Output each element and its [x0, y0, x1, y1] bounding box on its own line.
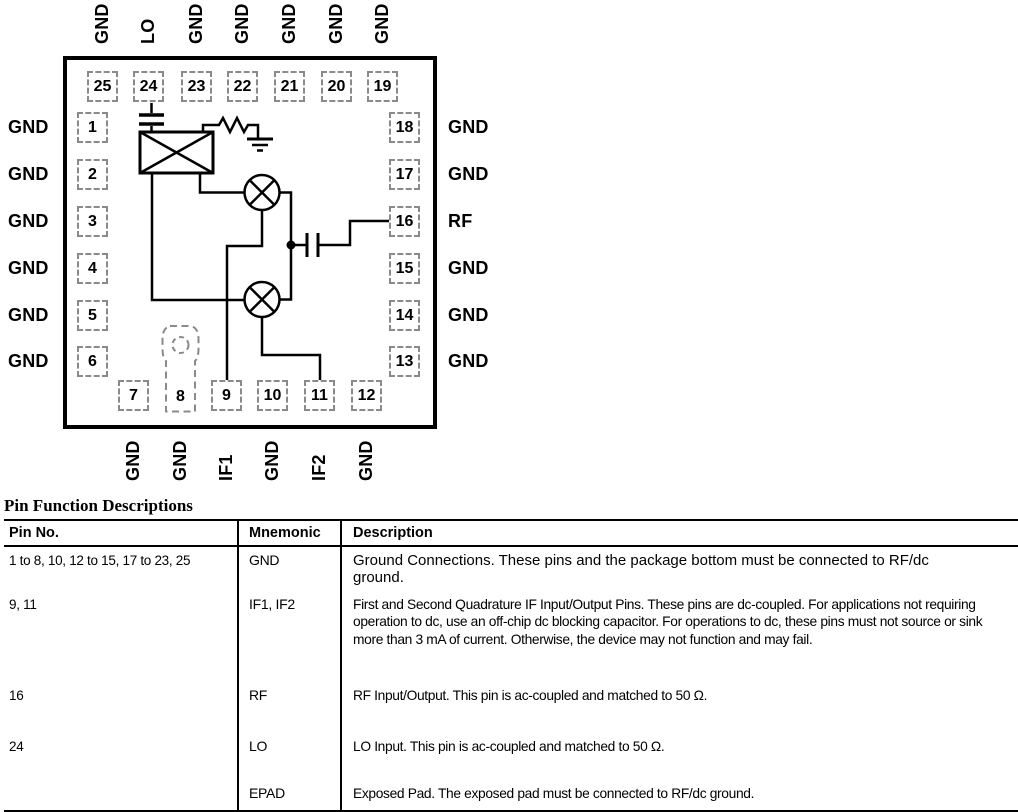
description-text: Ground Connections. These pins and the package bottom must be connected to RF/dc ground. — [353, 552, 929, 587]
pin-label-left-5: GND — [8, 305, 49, 325]
pin-label-right-14: GND — [448, 305, 489, 325]
description-text: Exposed Pad. The exposed pad must be connected to RF/dc ground. — [353, 786, 755, 801]
pin-label-top-24: LO — [138, 18, 158, 44]
cell-pin-no — [4, 780, 238, 811]
pin-box-15: 15 — [389, 253, 420, 284]
lo-blocking-capacitor-icon — [139, 103, 164, 132]
rf-coupling-capacitor-icon — [291, 221, 389, 257]
col-header-pin-no: Pin No. — [4, 520, 238, 546]
pin-box-14: 14 — [389, 300, 420, 331]
pin-label-top-20: GND — [326, 3, 346, 44]
mixer1-icon — [245, 175, 280, 210]
table-row — [4, 546, 1018, 592]
pin-box-6: 6 — [77, 346, 108, 377]
pin-box-7: 7 — [118, 380, 149, 411]
pin-label-right-17: GND — [448, 164, 489, 184]
pin-label-left-3: GND — [8, 211, 49, 231]
pin-label-bottom-11: IF2 — [309, 454, 329, 481]
pin-label-left-1: GND — [8, 117, 49, 137]
pin-label-bottom-12: GND — [356, 440, 376, 481]
cell-pin-no: 24 — [9, 739, 24, 754]
pin-box-1: 1 — [77, 112, 108, 143]
cell-mnemonic: GND — [238, 546, 341, 592]
table-header-row — [4, 520, 1018, 546]
pin-box-10: 10 — [257, 380, 288, 411]
pin-box-25: 25 — [87, 71, 118, 102]
termination-resistor-icon — [203, 118, 258, 139]
pin-number-8: 8 — [176, 387, 185, 405]
cell-pin-no: 16 — [9, 688, 24, 703]
cell-pin-no: 9, 11 — [9, 597, 37, 612]
pin-label-right-15: GND — [448, 258, 489, 278]
cell-mnemonic: RF — [238, 678, 341, 729]
cell-description — [341, 678, 1018, 729]
pin-label-bottom-9: IF1 — [216, 454, 236, 481]
table-row — [4, 780, 1018, 811]
pin-box-2: 2 — [77, 159, 108, 190]
pin-box-22: 22 — [227, 71, 258, 102]
pin-label-bottom-8: GND — [170, 440, 190, 481]
cell-description — [341, 729, 1018, 780]
pin-label-right-18: GND — [448, 117, 489, 137]
cell-pin-no: 1 to 8, 10, 12 to 15, 17 to 23, 25 — [9, 553, 191, 568]
ground-symbol-icon — [247, 139, 273, 151]
pin-label-bottom-7: GND — [123, 440, 143, 481]
pin-box-9: 9 — [211, 380, 242, 411]
pin-box-13: 13 — [389, 346, 420, 377]
pin-label-left-6: GND — [8, 351, 49, 371]
pin-label-right-16: RF — [448, 211, 473, 231]
pin-label-top-23: GND — [186, 3, 206, 44]
pin-box-21: 21 — [274, 71, 305, 102]
cell-mnemonic: LO — [238, 729, 341, 780]
pin-label-left-2: GND — [8, 164, 49, 184]
table-row — [4, 592, 1018, 678]
internal-schematic — [0, 0, 520, 500]
pin-box-11: 11 — [304, 380, 335, 411]
pin-box-17: 17 — [389, 159, 420, 190]
pin-label-top-25: GND — [92, 3, 112, 44]
pin-label-top-21: GND — [279, 3, 299, 44]
wire-if2 — [262, 317, 320, 380]
pin-label-top-19: GND — [372, 3, 392, 44]
pin-box-20: 20 — [321, 71, 352, 102]
pin-label-top-22: GND — [232, 3, 252, 44]
pin-configuration-diagram — [0, 0, 520, 500]
pin-box-24: 24 — [133, 71, 164, 102]
col-header-mnemonic: Mnemonic — [238, 520, 341, 546]
pin-label-right-13: GND — [448, 351, 489, 371]
table-title: Pin Function Descriptions — [4, 496, 193, 515]
pin-label-left-4: GND — [8, 258, 49, 278]
pin-function-table — [4, 519, 1018, 812]
pin-box-16: 16 — [389, 206, 420, 237]
pin-box-23: 23 — [181, 71, 212, 102]
col-header-description: Description — [341, 520, 1018, 546]
description-text: LO Input. This pin is ac-coupled and matched to 50 Ω. — [353, 739, 665, 754]
pin-box-19: 19 — [367, 71, 398, 102]
mixer2-icon — [245, 282, 280, 317]
quadrature-splitter-icon — [140, 132, 213, 173]
description-text: RF Input/Output. This pin is ac-coupled and matched to 50 Ω. — [353, 688, 708, 703]
pin-box-18: 18 — [389, 112, 420, 143]
table-row — [4, 729, 1018, 780]
cell-mnemonic: IF1, IF2 — [238, 592, 341, 678]
cell-description — [341, 546, 1018, 592]
cell-description — [341, 592, 1018, 678]
pin-label-bottom-10: GND — [262, 440, 282, 481]
table-row — [4, 678, 1018, 729]
pin-box-3: 3 — [77, 206, 108, 237]
cell-description — [341, 780, 1018, 811]
description-text: First and Second Quadrature IF Input/Output Pins. These pins are dc-coupled. For applications not requiring operation to dc, use an off-chip dc blocking capacitor. For operations to dc, these pins must not source or sink more than 3 mA of current. Otherwise, the device may not function and may fail. — [353, 597, 983, 647]
pin-box-4: 4 — [77, 253, 108, 284]
pin-box-12: 12 — [351, 380, 382, 411]
cell-mnemonic: EPAD — [238, 780, 341, 811]
wire-splitter-to-mixer1 — [200, 173, 245, 193]
pin-box-5: 5 — [77, 300, 108, 331]
